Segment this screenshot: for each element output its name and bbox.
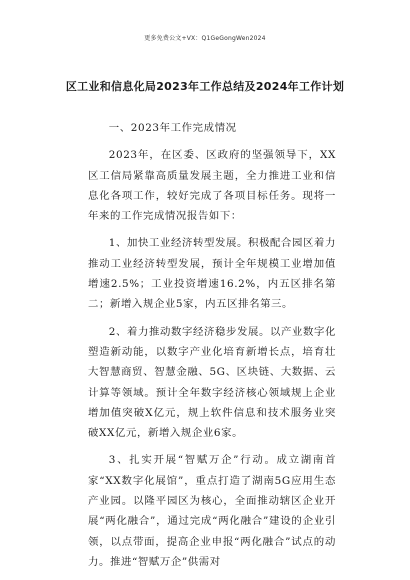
intro-paragraph: 2023年，在区委、区政府的坚强领导下，XX区工信局紧靠高质量发展主题，全力推进工业和信息化各项工作，较好完成了各项目标任务。现将一年来的工作完成情况报告如下：: [88, 149, 336, 223]
item-3-paragraph: 3、扎实开展“智赋万企”行动。成立湖南首家“XX数字化展馆”，重点打造了湖南5G应用生态产业园。以隆平园区为核心，全面推动辖区企业开展“两化融合”，通过完成“两化融合”建设的企业引领，以点带面，提高企业申报“两化融合”试点的动力。推进“智赋万企”供需对: [88, 454, 336, 568]
item-1-paragraph: 1、加快工业经济转型发展。积极配合园区着力推动工业经济转型发展，预计全年规模工业增加值增速2.5%；工业投资增速16.2%，内五区排名第二；新增入规企业5家，内五区排名第三。: [88, 237, 336, 311]
document-body: [88, 118, 336, 572]
header-note: 更多免费公文+VX：Q1GeGongWen2024: [144, 35, 266, 42]
section-heading: 一、2023年工作完成情况: [108, 122, 237, 134]
item-2-paragraph: 2、着力推动数字经济稳步发展。以产业数字化塑造新动能，以数字产业化培育新增长点，培育壮大智慧商贸、智慧金融、5G、区块链、大数据、云计算等领域。预计全年数字经济核心领域规上企业增加值突破X亿元，规上软件信息和技术服务业突破XX亿元，新增入规企业6家。: [88, 325, 336, 440]
document-title: 区工业和信息化局2023年工作总结及2024年工作计划: [65, 80, 345, 93]
